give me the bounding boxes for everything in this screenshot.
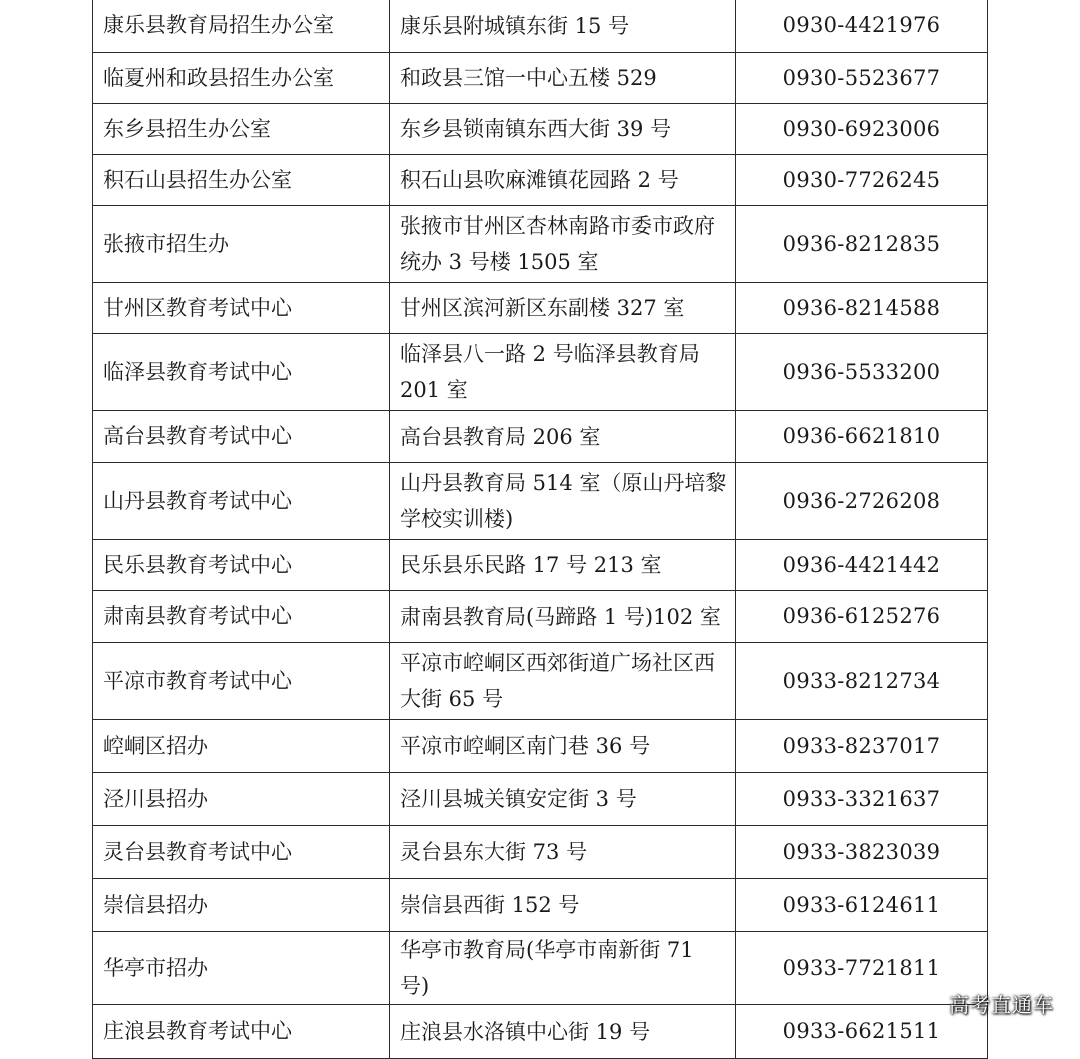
office-name-cell: 东乡县招生办公室 <box>93 104 390 155</box>
phone-number-cell: 0933-6124611 <box>736 879 988 932</box>
phone-number-cell: 0933-3321637 <box>736 773 988 826</box>
office-name-cell: 临泽县教育考试中心 <box>93 334 390 411</box>
phone-number-cell: 0936-6125276 <box>736 591 988 643</box>
table-row <box>93 155 988 206</box>
office-name-cell: 民乐县教育考试中心 <box>93 540 390 591</box>
phone-number-cell: 0933-7721811 <box>736 932 988 1005</box>
office-name-cell: 张掖市招生办 <box>93 206 390 283</box>
phone-number-cell: 0933-8237017 <box>736 720 988 773</box>
address-cell: 平凉市崆峒区西郊街道广场社区西大街 65 号 <box>390 643 736 720</box>
phone-number-cell: 0930-6923006 <box>736 104 988 155</box>
address-cell: 灵台县东大街 73 号 <box>390 826 736 879</box>
office-name-cell: 临夏州和政县招生办公室 <box>93 53 390 104</box>
table-row <box>93 411 988 463</box>
phone-number-cell: 0930-4421976 <box>736 0 988 53</box>
office-name-cell: 平凉市教育考试中心 <box>93 643 390 720</box>
table-body <box>93 0 988 1059</box>
phone-number-cell: 0936-6621810 <box>736 411 988 463</box>
address-cell: 肃南县教育局(马蹄路 1 号)102 室 <box>390 591 736 643</box>
address-cell: 平凉市崆峒区南门巷 36 号 <box>390 720 736 773</box>
address-cell: 华亭市教育局(华亭市南新街 71 号) <box>390 932 736 1005</box>
table-row <box>93 643 988 720</box>
table-row <box>93 53 988 104</box>
phone-number-cell: 0936-8212835 <box>736 206 988 283</box>
address-cell: 积石山县吹麻滩镇花园路 2 号 <box>390 155 736 206</box>
table-row <box>93 879 988 932</box>
office-name-cell: 灵台县教育考试中心 <box>93 826 390 879</box>
table-row <box>93 932 988 1005</box>
table-row <box>93 540 988 591</box>
table-row <box>93 826 988 879</box>
office-name-cell: 康乐县教育局招生办公室 <box>93 0 390 53</box>
table-row <box>93 334 988 411</box>
table-row <box>93 463 988 540</box>
phone-number-cell: 0933-3823039 <box>736 826 988 879</box>
address-cell: 高台县教育局 206 室 <box>390 411 736 463</box>
office-name-cell: 山丹县教育考试中心 <box>93 463 390 540</box>
address-cell: 张掖市甘州区杏林南路市委市政府统办 3 号楼 1505 室 <box>390 206 736 283</box>
office-name-cell: 华亭市招办 <box>93 932 390 1005</box>
table-row <box>93 773 988 826</box>
table-row <box>93 206 988 283</box>
address-cell: 庄浪县水洛镇中心街 19 号 <box>390 1005 736 1059</box>
address-cell: 东乡县锁南镇东西大街 39 号 <box>390 104 736 155</box>
address-cell: 甘州区滨河新区东副楼 327 室 <box>390 283 736 334</box>
office-name-cell: 泾川县招办 <box>93 773 390 826</box>
address-cell: 泾川县城关镇安定街 3 号 <box>390 773 736 826</box>
admissions-office-table <box>92 0 988 1059</box>
office-name-cell: 庄浪县教育考试中心 <box>93 1005 390 1059</box>
office-name-cell: 甘州区教育考试中心 <box>93 283 390 334</box>
phone-number-cell: 0936-4421442 <box>736 540 988 591</box>
office-name-cell: 崇信县招办 <box>93 879 390 932</box>
phone-number-cell: 0930-5523677 <box>736 53 988 104</box>
office-name-cell: 积石山县招生办公室 <box>93 155 390 206</box>
phone-number-cell: 0936-8214588 <box>736 283 988 334</box>
address-cell: 临泽县八一路 2 号临泽县教育局 201 室 <box>390 334 736 411</box>
office-name-cell: 崆峒区招办 <box>93 720 390 773</box>
watermark-text: 高考直通车 <box>949 993 1054 1017</box>
office-name-cell: 高台县教育考试中心 <box>93 411 390 463</box>
phone-number-cell: 0933-8212734 <box>736 643 988 720</box>
phone-number-cell: 0930-7726245 <box>736 155 988 206</box>
address-cell: 山丹县教育局 514 室（原山丹培黎学校实训楼) <box>390 463 736 540</box>
address-cell: 民乐县乐民路 17 号 213 室 <box>390 540 736 591</box>
address-cell: 崇信县西街 152 号 <box>390 879 736 932</box>
address-cell: 和政县三馆一中心五楼 529 <box>390 53 736 104</box>
office-name-cell: 肃南县教育考试中心 <box>93 591 390 643</box>
table-row <box>93 104 988 155</box>
address-cell: 康乐县附城镇东街 15 号 <box>390 0 736 53</box>
table-row <box>93 283 988 334</box>
table-row <box>93 0 988 53</box>
phone-number-cell: 0933-6621511 <box>736 1005 988 1059</box>
phone-number-cell: 0936-5533200 <box>736 334 988 411</box>
table-row <box>93 591 988 643</box>
table-row <box>93 720 988 773</box>
table-row <box>93 1005 988 1059</box>
phone-number-cell: 0936-2726208 <box>736 463 988 540</box>
